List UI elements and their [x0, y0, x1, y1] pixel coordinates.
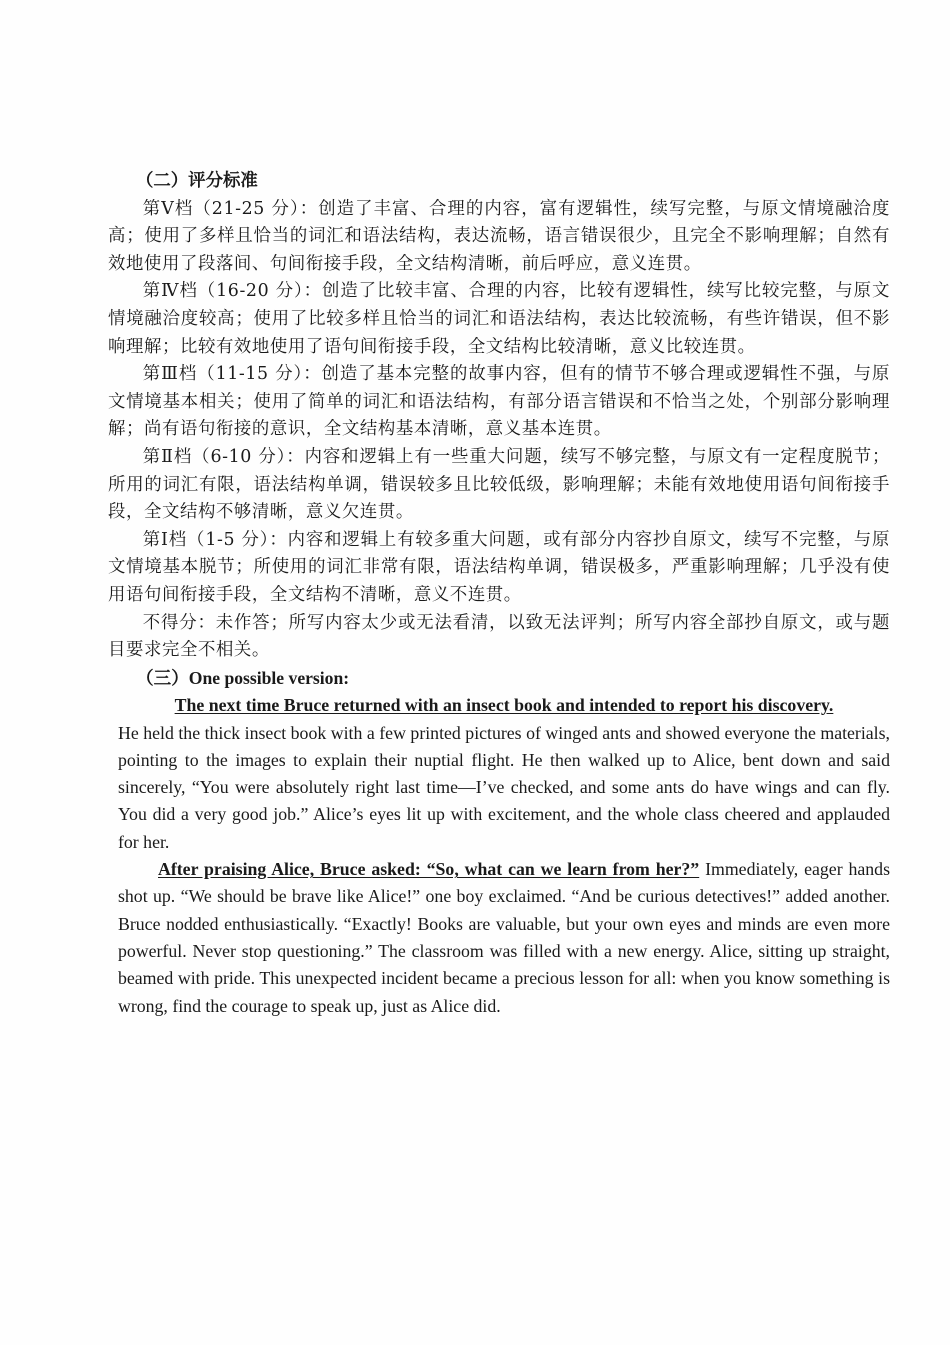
level-2-criteria: 第Ⅱ档（6-10 分）：内容和逻辑上有一些重大问题，续写不够完整，与原文有一定程度脱节；所用的词汇有限，语法结构单调，错误较多且比较低级，影响理解；未能有效地使用语句间衔接手段，全文结构不够清晰，意义欠连贯。 — [108, 446, 890, 523]
paragraph-2 — [118, 856, 890, 1020]
possible-version-heading-prefix: （三） — [136, 667, 189, 689]
level-1-criteria: 第Ⅰ档（1-5 分）：内容和逻辑上有较多重大问题，或有部分内容抄自原文，续写不完整，与原文情境基本脱节；所使用的词汇非常有限，语法结构单调，错误极多，严重影响理解；几乎没有使用语句间衔接手段，全文结构不清晰，意义不连贯。 — [108, 529, 890, 605]
no-score-criteria: 不得分：未作答；所写内容太少或无法看清，以致无法评判；所写内容全部抄自原文，或与题目要求完全不相关。 — [108, 612, 890, 661]
level-3-criteria: 第Ⅲ档（11-15 分）：创造了基本完整的故事内容，但有的情节不够合理或逻辑性不强，与原文情境基本相关；使用了简单的词汇和语法结构，有部分语言错误和不恰当之处，个别部分影响理解；尚有语句衔接的意识，全文结构基本清晰，意义基本连贯。 — [108, 364, 890, 440]
level-4-criteria: 第Ⅳ档（16-20 分）：创造了比较丰富、合理的内容，比较有逻辑性，续写比较完整，与原文情境融洽度较高；使用了比较多样且恰当的词汇和语法结构，表达比较流畅，有些许错误，但不影响理解；比较有效地使用了语句间衔接手段，全文结构比较清晰，意义比较连贯。 — [108, 281, 890, 357]
page-content — [108, 168, 890, 1020]
sample-essay — [118, 692, 890, 1020]
scoring-criteria-heading: （二）评分标准 — [136, 171, 258, 191]
paragraph-2-lead-sentence: After praising Alice, Bruce asked: “So, what can we learn from her?” — [158, 859, 700, 880]
paragraph-1-body: He held the thick insect book with a few printed pictures of winged ants and showed everyone the materials, pointing to the images to explain their nuptial flight. He then walked up to Alice, bent down and said sincerely, “You were absolutely right last time—I’ve checked, and some ants do have wings and can fly. You did a very good job.” Alice’s eyes lit up with excitement, and the whole class cheered and applauded for her. — [118, 722, 890, 852]
possible-version-heading — [136, 665, 890, 693]
paragraph-1-lead-sentence: The next time Bruce returned with an insect book and intended to report his discovery. — [174, 695, 834, 716]
paragraph-2-body: Immediately, eager hands shot up. “We should be brave like Alice!” one boy exclaimed. “And be curious detectives!” added another. Bruce nodded enthusiastically. “Exactly! Books are valuable, but your own eyes and minds are even more powerful. Never stop questioning.” The classroom was filled with a new energy. Alice, sitting up straight, beamed with pride. This unexpected incident became a precious lesson for all: when you know something is wrong, find the courage to speak up, just as Alice did. — [118, 859, 890, 1016]
level-5-criteria: 第Ⅴ档（21-25 分）：创造了丰富、合理的内容，富有逻辑性，续写完整，与原文情境融洽度高；使用了多样且恰当的词汇和语法结构，表达流畅，语言错误很少，且完全不影响理解；自然有效地使用了段落间、句间衔接手段，全文结构清晰，前后呼应，意义连贯。 — [108, 198, 890, 274]
possible-version-heading-text: One possible version: — [188, 667, 350, 688]
